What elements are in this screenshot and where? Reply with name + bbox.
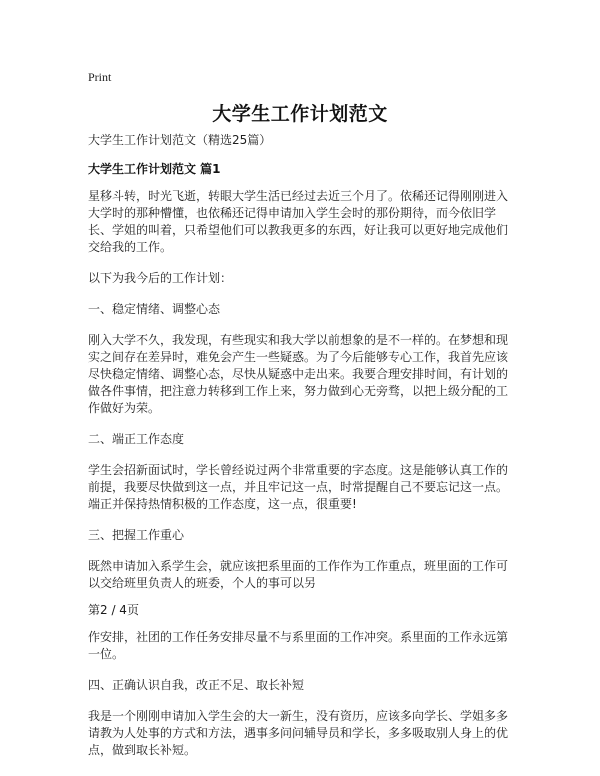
page-title: 大学生工作计划范文 [212, 103, 388, 125]
paragraph-point-3-cont: 作安排，社团的工作任务安排尽量不与系里面的工作冲突。系里面的工作永远第一位。 [88, 630, 509, 661]
heading-point-4: 四、正确认识自我，改正不足、取长补短 [88, 678, 305, 692]
paragraph-point-3: 既然申请加入系学生会，就应该把系里面的工作作为工作重点，班里面的工作可以交给班里负责人的班委，个人的事可以另 [88, 559, 509, 590]
document-subtitle: 大学生工作计划范文（精选25篇） [88, 133, 272, 147]
page-number-marker: 第2 / 4页 [88, 603, 139, 617]
heading-point-3: 三、把握工作重心 [88, 528, 185, 542]
print-label: Print [88, 70, 112, 84]
paragraph-point-1: 刚入大学不久，我发现，有些现实和我大学以前想象的是不一样的。在梦想和现实之间存在差异时，难免会产生一些疑惑。为了今后能够专心工作，我首先应该尽快稳定情绪、调整心态，尽快从疑惑中走出来。我要合理安排时间，有计划的做各件事情，把注意力转移到工作上来，努力做到心无旁骛，以把上级分配的工作做好为荣。 [88, 333, 509, 415]
paragraph-point-2: 学生会招新面试时，学长曾经说过两个非常重要的字态度。这是能够认真工作的前提，我要尽快做到这一点，并且牢记这一点，时常提醒自己不要忘记这一点。端正并保持热情积极的工作态度，这一点，很重要! [88, 463, 509, 511]
document-body [88, 132, 516, 773]
paragraph-point-4: 我是一个刚刚申请加入学生会的大一新生，没有资历，应该多向学长、学姐多多请教为人处事的方式和方法，遇事多问问辅导员和学长，多多吸取别人身上的优点，做到取长补短。 [88, 709, 509, 757]
paragraph-intro: 星移斗转，时光飞逝，转眼大学生活已经过去近三个月了。依稀还记得刚刚进入大学时的那种懵懂，也依稀还记得申请加入学生会时的那份期待，而今依旧学长、学姐的叫着，只希望他们可以教我更多的东西，好让我可以更好地完成他们交给我的工作。 [88, 189, 509, 254]
section-heading: 大学生工作计划范文 篇1 [88, 162, 221, 176]
heading-point-1: 一、稳定情绪、调整心态 [88, 302, 221, 316]
heading-point-2: 二、端正工作态度 [88, 432, 185, 446]
paragraph-plan-lead: 以下为我今后的工作计划： [88, 271, 233, 285]
